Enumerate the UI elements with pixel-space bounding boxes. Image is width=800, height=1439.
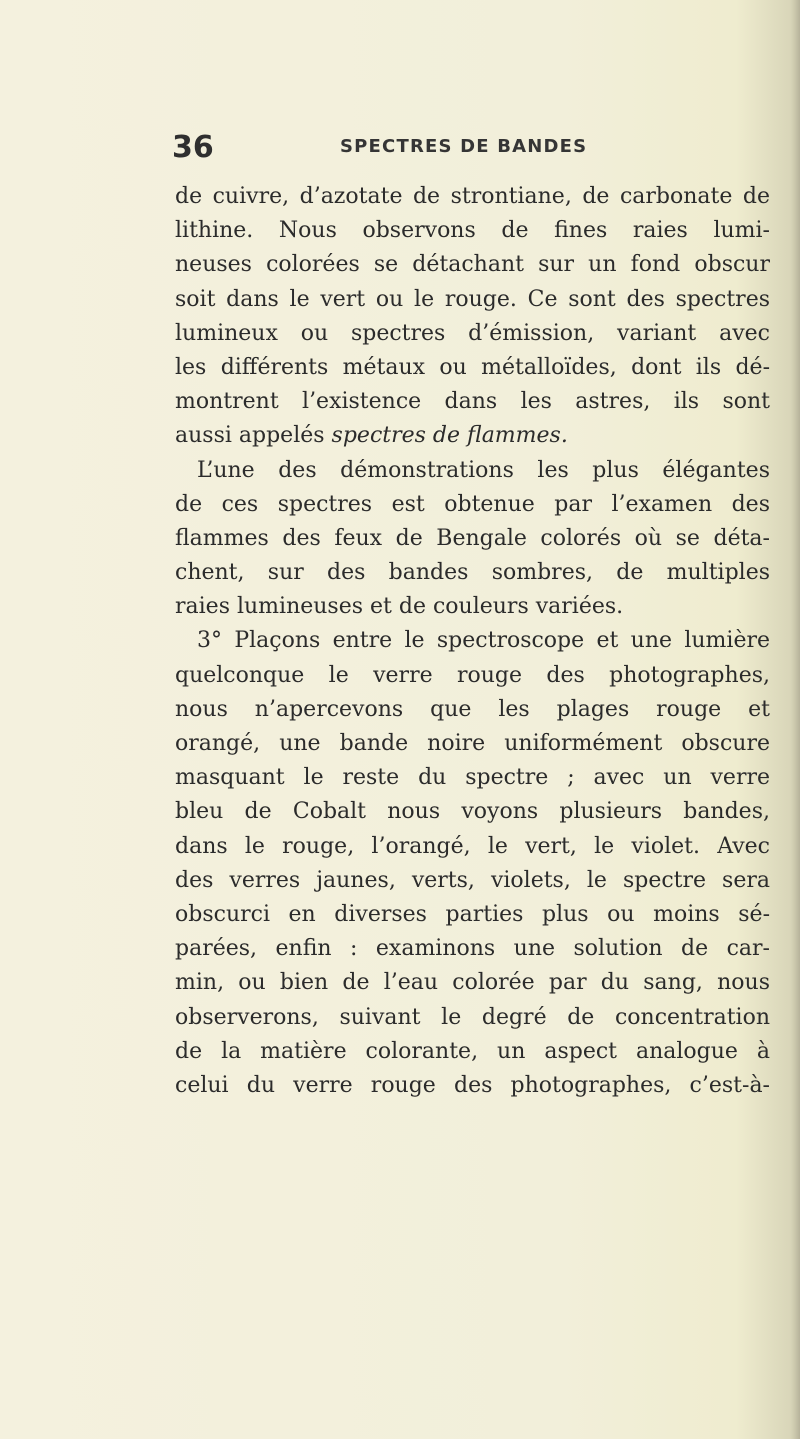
text-line-start: aussi appelés [175,423,332,449]
text-line: parées, enfin : examinons une solution de car- [175,936,770,962]
page-edge-shadow [790,0,800,1439]
page-header [172,130,752,170]
body-text [175,180,770,1103]
text-line: lumineux ou spectres d’émission, variant avec [175,320,770,346]
text-line: obscurci en diverses parties plus ou moins sé- [175,901,770,927]
running-title: SPECTRES DE BANDES [340,136,588,157]
text-line: lithine. Nous observons de fines raies lumi- [175,218,770,244]
page-number: 36 [172,130,214,165]
text-line: raies lumineuses et de couleurs variées. [175,594,624,620]
text-line: des verres jaunes, verts, violets, le spectre sera [175,867,770,893]
text-line: bleu de Cobalt nous voyons plusieurs bandes, [175,799,770,825]
text-line: observerons, suivant le degré de concentration [175,1004,770,1030]
text-line: flammes des feux de Bengale colorés où se déta- [175,525,770,551]
paragraph-start-line: L’une des démonstrations les plus élégantes [197,457,770,483]
text-line: de la matière colorante, un aspect analogue à [175,1038,770,1064]
text-line: chent, sur des bandes sombres, de multiples [175,560,770,586]
text-line: soit dans le vert ou le rouge. Ce sont des spectres [175,286,770,312]
text-line: neuses colorées se détachant sur un fond obscur [175,252,770,278]
text-line [175,419,770,453]
text-line: montrent l’existence dans les astres, ils sont [175,389,770,415]
text-line: les différents métaux ou métalloïdes, dont ils dé- [175,354,770,380]
text-line: quelconque le verre rouge des photographes, [175,662,770,688]
text-line: de ces spectres est obtenue par l’examen des [175,491,770,517]
text-line: orangé, une bande noire uniformément obscure [175,731,770,756]
paragraph-start-line: 3° Plaçons entre le spectroscope et une lumière [197,628,770,654]
text-line: min, ou bien de l’eau colorée par du sang, nous [175,970,770,996]
text-line: de cuivre, d’azotate de strontiane, de carbonate de [175,184,770,209]
italic-phrase: spectres de flammes. [331,423,568,449]
text-line: dans le rouge, l’orangé, le vert, le violet. Avec [175,833,770,859]
text-line: celui du verre rouge des photographes, c’est-à- [175,1072,770,1098]
text-line: masquant le reste du spectre ; avec un verre [175,765,770,791]
text-line: nous n’apercevons que les plages rouge et [175,696,770,722]
